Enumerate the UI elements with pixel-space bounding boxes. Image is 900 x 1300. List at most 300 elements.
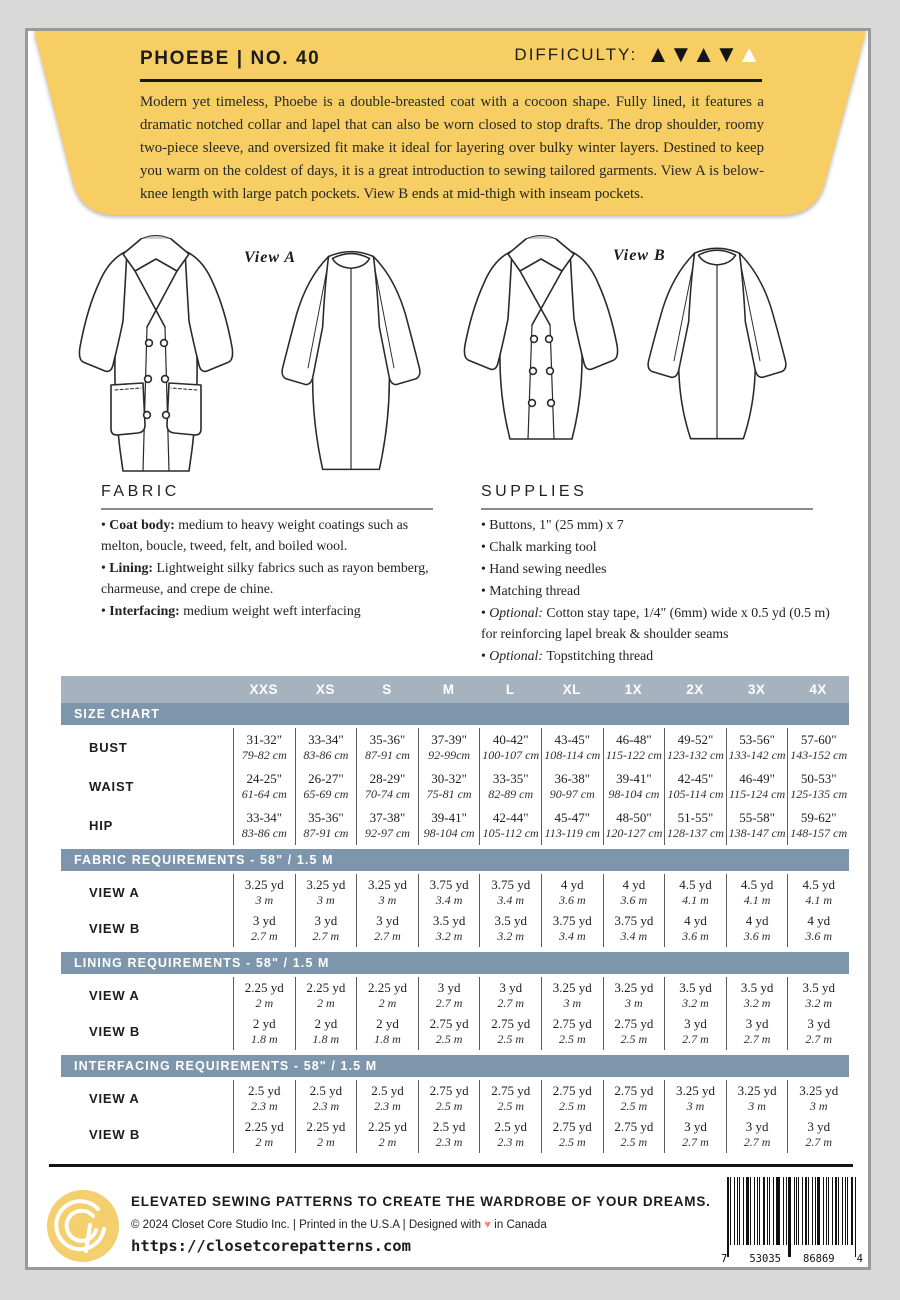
table-cell xyxy=(295,767,357,806)
cell-imperial-value: 48-50" xyxy=(616,809,652,825)
bullet-item: • Optional: Topstitching thread xyxy=(481,647,654,663)
cell-metric-value: 70-74 cm xyxy=(364,787,410,802)
cell-imperial-value: 2 yd xyxy=(376,1016,399,1031)
cell-imperial-value: 55-58" xyxy=(739,809,775,825)
barcode-bar xyxy=(802,1177,803,1245)
cell-imperial-value: 2.75 yd xyxy=(614,1083,654,1098)
cell-imperial-value: 3 yd xyxy=(252,913,276,928)
cell-metric-value: 87-91 cm xyxy=(303,826,349,841)
table-cell xyxy=(603,1013,665,1050)
view-a-back-drawing xyxy=(268,244,434,478)
cell-imperial-value: 51-55" xyxy=(677,809,714,825)
cell-metric-value: 3.6 m xyxy=(805,929,833,944)
barcode-bar xyxy=(794,1177,795,1245)
bullet-lead: Optional: xyxy=(489,604,547,620)
table-cell xyxy=(726,728,788,767)
table-cell xyxy=(603,977,665,1014)
cell-metric-value: 138-147 cm xyxy=(728,826,786,841)
table-row xyxy=(61,1013,849,1049)
cell-metric-value: 105-112 cm xyxy=(482,826,539,841)
cell-metric-value: 2.5 m xyxy=(497,1032,525,1047)
cell-metric-value: 2.3 m xyxy=(374,1099,401,1114)
cell-imperial-value: 4 yd xyxy=(622,877,646,892)
table-cell xyxy=(295,977,357,1014)
cell-imperial-value: 3.25 yd xyxy=(614,980,654,995)
barcode-bar xyxy=(730,1177,731,1245)
barcode-bar xyxy=(817,1177,820,1245)
cell-imperial-value: 4.5 yd xyxy=(802,877,835,892)
cell-metric-value: 79-82 cm xyxy=(241,748,287,763)
table-cell xyxy=(726,1116,788,1153)
barcode-bars xyxy=(727,1177,857,1245)
table-cell xyxy=(479,1116,541,1153)
table-cell xyxy=(726,910,788,947)
cell-metric-value: 61-64 cm xyxy=(241,787,287,802)
cell-metric-value: 2 m xyxy=(317,996,335,1011)
table-cell xyxy=(664,1013,726,1050)
cell-imperial-value: 33-34" xyxy=(246,809,283,825)
cell-metric-value: 82-89 cm xyxy=(488,787,534,802)
cell-metric-value: 90-97 cm xyxy=(549,787,595,802)
barcode-bar xyxy=(823,1177,824,1245)
copyright-text-country: in Canada xyxy=(494,1219,547,1231)
view-b-front-drawing xyxy=(456,229,626,447)
cell-metric-value: 2.7 m xyxy=(497,996,525,1011)
barcode-bar xyxy=(776,1177,777,1245)
barcode-bar xyxy=(737,1177,738,1245)
row-label: VIEW A xyxy=(89,1091,140,1107)
cell-metric-value: 3 m xyxy=(317,893,335,908)
size-columns-grid xyxy=(61,676,849,703)
barcode-bar xyxy=(851,1177,853,1245)
barcode-bar xyxy=(743,1177,744,1245)
barcode-bar xyxy=(727,1177,729,1257)
cell-imperial-value: 33-34" xyxy=(308,731,344,747)
table-cell xyxy=(787,767,849,806)
cell-metric-value: 2 m xyxy=(255,1135,274,1150)
size-columns-band xyxy=(61,676,849,703)
size-column-header: XS xyxy=(315,682,335,697)
cell-metric-value: 83-86 cm xyxy=(303,748,349,763)
bullet-item: • Chalk marking tool xyxy=(481,538,597,554)
cell-metric-value: 3.6 m xyxy=(682,929,709,944)
cell-imperial-value: 4 yd xyxy=(560,877,584,892)
table-cell xyxy=(356,1116,418,1153)
table-cell xyxy=(726,977,788,1014)
cell-imperial-value: 3 yd xyxy=(807,1119,831,1134)
table-cell xyxy=(479,1080,541,1117)
barcode-bar xyxy=(842,1177,843,1245)
cell-imperial-value: 2.75 yd xyxy=(552,1083,592,1098)
cell-imperial-value: 3 yd xyxy=(314,913,338,928)
bullet-item: • Optional: Cotton stay tape, 1/4" (6mm) wide x 0.5 yd (0.5 m) for reinforcing lapel break & shoulder seams xyxy=(481,604,830,641)
table-cell xyxy=(295,910,357,947)
barcode-bar xyxy=(750,1177,751,1245)
cell-metric-value: 2 m xyxy=(378,996,397,1011)
table-cell xyxy=(356,977,418,1014)
cell-metric-value: 83-86 cm xyxy=(241,826,287,841)
cell-metric-value: 108-114 cm xyxy=(544,748,601,763)
supplies-heading: SUPPLIES xyxy=(481,483,588,500)
cell-metric-value: 2.5 m xyxy=(435,1099,463,1114)
cell-metric-value: 3.4 m xyxy=(558,929,586,944)
cell-metric-value: 2.7 m xyxy=(682,1135,709,1150)
cell-imperial-value: 24-25" xyxy=(246,770,283,786)
cell-imperial-value: 30-32" xyxy=(431,770,467,786)
cell-metric-value: 105-114 cm xyxy=(667,787,724,802)
table-cell xyxy=(787,977,849,1014)
size-column-header: 2X xyxy=(686,682,704,697)
table-cell xyxy=(603,1080,665,1117)
cell-metric-value: 115-124 cm xyxy=(729,787,786,802)
cell-metric-value: 3.4 m xyxy=(497,893,525,908)
barcode-bar xyxy=(838,1177,839,1245)
barcode-bar xyxy=(759,1177,760,1245)
cell-metric-value: 2.7 m xyxy=(250,929,278,944)
cell-imperial-value: 53-56" xyxy=(739,731,775,747)
cell-imperial-value: 4 yd xyxy=(807,913,831,928)
difficulty-triangle-up: ▲ xyxy=(646,41,670,68)
cell-imperial-value: 2.75 yd xyxy=(491,1083,531,1098)
cell-metric-value: 4.1 m xyxy=(682,893,709,908)
cell-imperial-value: 2.25 yd xyxy=(244,980,284,995)
table-cell xyxy=(603,728,665,767)
cell-metric-value: 115-122 cm xyxy=(605,748,662,763)
cell-metric-value: 2.5 m xyxy=(435,1032,463,1047)
difficulty-triangle-up: ▲ xyxy=(691,41,716,68)
cell-imperial-value: 4 yd xyxy=(684,913,707,928)
closet-core-logo-icon xyxy=(46,1189,120,1263)
cell-imperial-value: 2.5 yd xyxy=(309,1083,343,1098)
size-chart-band: SIZE CHART xyxy=(61,703,849,725)
row-label: VIEW B xyxy=(89,1024,141,1040)
barcode-bar xyxy=(767,1177,768,1245)
bullet-lead: Optional: xyxy=(489,647,547,663)
cell-metric-value: 3.2 m xyxy=(805,996,833,1011)
table-cell xyxy=(603,1116,665,1153)
interfacing-requirements-table xyxy=(61,1080,849,1152)
cell-metric-value: 2.7 m xyxy=(435,996,463,1011)
row-label: WAIST xyxy=(89,779,135,794)
cell-metric-value: 2.3 m xyxy=(312,1099,340,1114)
cell-imperial-value: 59-62" xyxy=(800,809,837,825)
table-cell xyxy=(664,728,726,767)
table-cell xyxy=(233,767,295,806)
fabric-heading: FABRIC xyxy=(101,483,180,500)
cell-metric-value: 2.5 m xyxy=(620,1099,648,1114)
view-a-label: View A xyxy=(244,249,297,266)
barcode-bar xyxy=(763,1177,765,1245)
cell-imperial-value: 46-49" xyxy=(739,770,775,786)
cell-imperial-value: 2 yd xyxy=(252,1016,276,1031)
barcode-bar xyxy=(777,1177,779,1245)
barcode-bar xyxy=(847,1177,848,1245)
cell-metric-value: 3.6 m xyxy=(558,893,586,908)
barcode-bar xyxy=(826,1177,827,1245)
cell-imperial-value: 3 yd xyxy=(499,980,523,995)
barcode-bar xyxy=(855,1177,856,1257)
difficulty-rating xyxy=(478,43,761,67)
row-label: VIEW B xyxy=(89,1127,141,1143)
cell-imperial-value: 3.25 yd xyxy=(367,877,407,892)
cell-metric-value: 3.2 m xyxy=(435,929,463,944)
cell-imperial-value: 2.25 yd xyxy=(306,1119,346,1134)
cell-metric-value: 148-157 cm xyxy=(790,826,848,841)
cell-imperial-value: 42-44" xyxy=(492,809,529,825)
cell-imperial-value: 2.75 yd xyxy=(552,1016,592,1031)
bullet-item: • Coat body: medium to heavy weight coatings such as melton, boucle, tweed, felt, and boiled wool. xyxy=(101,517,409,553)
barcode-bar xyxy=(788,1177,791,1257)
table-row xyxy=(61,1080,849,1116)
cell-metric-value: 123-132 cm xyxy=(666,748,724,763)
cell-imperial-value: 2.75 yd xyxy=(429,1016,469,1031)
size-column-header: XXS xyxy=(249,682,279,697)
cell-metric-value: 3.4 m xyxy=(620,929,648,944)
cell-metric-value: 1.8 m xyxy=(312,1032,340,1047)
cell-metric-value: 2.5 m xyxy=(497,1099,525,1114)
cell-metric-value: 3.4 m xyxy=(435,893,463,908)
cell-metric-value: 2 m xyxy=(317,1135,335,1150)
table-cell xyxy=(418,874,480,911)
cell-metric-value: 2 m xyxy=(255,996,274,1011)
table-cell xyxy=(356,728,418,767)
cell-imperial-value: 3 yd xyxy=(807,1016,831,1031)
cell-metric-value: 125-135 cm xyxy=(790,787,848,802)
pattern-title: PHOEBE | NO. 40 xyxy=(140,48,321,69)
size-column-header: 3X xyxy=(747,682,766,697)
cell-metric-value: 120-127 cm xyxy=(605,826,663,841)
cell-imperial-value: 3.5 yd xyxy=(679,980,712,995)
cell-imperial-value: 3.75 yd xyxy=(614,913,654,928)
barcode xyxy=(719,1173,865,1267)
cell-imperial-value: 2.25 yd xyxy=(306,980,346,995)
cell-metric-value: 2.3 m xyxy=(250,1099,278,1114)
table-cell xyxy=(603,910,665,947)
cell-metric-value: 3.2 m xyxy=(497,929,525,944)
cell-imperial-value: 28-29" xyxy=(369,770,406,786)
cell-metric-value: 3 m xyxy=(563,996,582,1011)
table-cell xyxy=(479,874,541,911)
barcode-bar xyxy=(812,1177,813,1245)
cell-metric-value: 2.7 m xyxy=(682,1032,709,1047)
barcode-bar xyxy=(754,1177,755,1245)
barcode-bar xyxy=(757,1177,758,1245)
footer-tagline: ELEVATED SEWING PATTERNS TO CREATE THE WARDROBE OF YOUR DREAMS. xyxy=(131,1194,711,1209)
fabric-list xyxy=(101,515,451,623)
table-cell xyxy=(603,767,665,806)
size-chart-table xyxy=(61,728,849,845)
table-cell xyxy=(418,728,480,767)
bullet-item: • Lining: Lightweight silky fabrics such as rayon bemberg, charmeuse, and crepe de chine. xyxy=(101,559,429,596)
cell-imperial-value: 3.75 yd xyxy=(429,877,469,892)
cell-imperial-value: 4 yd xyxy=(745,913,769,928)
cell-imperial-value: 3.25 yd xyxy=(552,980,592,995)
size-grid-spacer xyxy=(61,676,233,703)
cell-imperial-value: 3.5 yd xyxy=(802,980,835,995)
cell-imperial-value: 3.25 yd xyxy=(244,877,284,892)
fabric-heading-rule xyxy=(101,508,433,510)
envelope-page xyxy=(25,28,871,1270)
table-cell xyxy=(479,806,541,845)
difficulty-triangle-icons xyxy=(647,43,761,67)
copyright-text: © 2024 Closet Core Studio Inc. | Printed in the U.S.A | Designed with xyxy=(131,1219,482,1231)
table-row xyxy=(61,806,849,845)
barcode-digit-group: 86869 xyxy=(803,1253,835,1265)
bullet-item: • Hand sewing needles xyxy=(481,560,607,576)
table-cell xyxy=(418,1116,480,1153)
cell-imperial-value: 2.5 yd xyxy=(494,1119,527,1134)
table-row xyxy=(61,1116,849,1152)
cell-metric-value: 3 m xyxy=(255,893,274,908)
cell-metric-value: 3 m xyxy=(809,1099,828,1114)
cell-imperial-value: 43-45" xyxy=(554,731,591,747)
barcode-digit-group: 4 xyxy=(856,1253,863,1265)
table-cell xyxy=(295,1116,357,1153)
table-cell xyxy=(787,1080,849,1117)
cell-metric-value: 2.5 m xyxy=(558,1032,586,1047)
cell-imperial-value: 46-48" xyxy=(616,731,652,747)
table-cell xyxy=(233,1116,295,1153)
supplies-list xyxy=(481,515,843,668)
table-cell xyxy=(356,767,418,806)
barcode-bar xyxy=(805,1177,807,1245)
cell-imperial-value: 26-27" xyxy=(308,770,344,786)
row-label: HIP xyxy=(89,818,114,833)
table-cell xyxy=(664,874,726,911)
cell-metric-value: 75-81 cm xyxy=(426,787,472,802)
cell-imperial-value: 2.5 yd xyxy=(248,1083,281,1098)
barcode-bar xyxy=(835,1177,837,1245)
fabric-requirements-table xyxy=(61,874,849,946)
table-cell xyxy=(541,1080,603,1117)
supplies-heading-rule xyxy=(481,508,813,510)
barcode-bar xyxy=(769,1177,770,1245)
table-cell xyxy=(295,728,357,767)
table-cell xyxy=(479,910,541,947)
table-cell xyxy=(418,767,480,806)
cell-metric-value: 2.7 m xyxy=(805,1032,833,1047)
size-column-header: 4X xyxy=(809,682,827,697)
cell-metric-value: 133-142 cm xyxy=(728,748,786,763)
barcode-bar xyxy=(786,1177,787,1245)
cell-imperial-value: 35-36" xyxy=(369,731,406,747)
interfacing-requirements-band: INTERFACING REQUIREMENTS - 58" / 1.5 M xyxy=(61,1055,849,1077)
row-label: VIEW A xyxy=(89,885,140,901)
cell-metric-value: 98-104 cm xyxy=(423,826,475,841)
table-cell xyxy=(479,1013,541,1050)
barcode-bar xyxy=(832,1177,833,1245)
row-label: BUST xyxy=(89,740,128,755)
barcode-digit-group: 53035 xyxy=(749,1253,781,1265)
table-row xyxy=(61,874,849,910)
cell-metric-value: 4.1 m xyxy=(805,893,833,908)
table-cell xyxy=(479,767,541,806)
row-label: VIEW A xyxy=(89,988,140,1004)
table-cell xyxy=(418,910,480,947)
cell-metric-value: 2.7 m xyxy=(743,1135,771,1150)
table-row xyxy=(61,910,849,946)
table-cell xyxy=(233,910,295,947)
bullet-item: • Buttons, 1" (25 mm) x 7 xyxy=(481,517,624,532)
table-cell xyxy=(541,806,603,845)
cell-metric-value: 2.3 m xyxy=(435,1135,463,1150)
difficulty-triangle-up: ▲ xyxy=(737,41,761,68)
table-cell xyxy=(664,767,726,806)
barcode-bar xyxy=(845,1177,846,1245)
table-cell xyxy=(541,728,603,767)
table-cell xyxy=(295,1080,357,1117)
cell-metric-value: 3.6 m xyxy=(743,929,771,944)
barcode-bar xyxy=(828,1177,829,1245)
cell-imperial-value: 4.5 yd xyxy=(679,877,712,892)
barcode-bar xyxy=(734,1177,735,1245)
barcode-bar xyxy=(798,1177,799,1245)
cell-imperial-value: 3 yd xyxy=(745,1119,769,1134)
cell-imperial-value: 42-45" xyxy=(677,770,714,786)
table-cell xyxy=(356,806,418,845)
barcode-bar xyxy=(796,1177,797,1245)
table-cell xyxy=(356,1080,418,1117)
table-cell xyxy=(479,728,541,767)
cell-metric-value: 92-99cm xyxy=(428,748,471,763)
cell-metric-value: 2.7 m xyxy=(312,929,340,944)
cell-imperial-value: 57-60" xyxy=(800,731,837,747)
cell-metric-value: 92-97 cm xyxy=(364,826,410,841)
table-cell xyxy=(726,767,788,806)
table-cell xyxy=(603,874,665,911)
table-cell xyxy=(726,1080,788,1117)
cell-imperial-value: 3 yd xyxy=(376,913,399,928)
table-cell xyxy=(541,874,603,911)
difficulty-label: DIFFICULTY: xyxy=(514,45,638,64)
cell-metric-value: 3 m xyxy=(748,1099,766,1114)
table-cell xyxy=(233,806,295,845)
table-cell xyxy=(603,806,665,845)
view-b-label: View B xyxy=(613,247,666,264)
cell-imperial-value: 2.5 yd xyxy=(432,1119,466,1134)
row-label: VIEW B xyxy=(89,921,141,937)
cell-metric-value: 65-69 cm xyxy=(303,787,349,802)
cell-imperial-value: 2.75 yd xyxy=(491,1016,531,1031)
cell-imperial-value: 3.5 yd xyxy=(432,913,466,928)
barcode-bar xyxy=(746,1177,749,1245)
table-cell xyxy=(233,728,295,767)
table-cell xyxy=(787,1116,849,1153)
cell-metric-value: 2.5 m xyxy=(558,1135,586,1150)
table-cell xyxy=(726,1013,788,1050)
cell-metric-value: 2.5 m xyxy=(558,1099,586,1114)
table-cell xyxy=(295,1013,357,1050)
table-cell xyxy=(541,1116,603,1153)
cell-metric-value: 2.7 m xyxy=(743,1032,771,1047)
view-b-back-drawing xyxy=(634,241,800,447)
cell-metric-value: 100-107 cm xyxy=(482,748,540,763)
heart-icon: ♥ xyxy=(484,1219,492,1231)
barcode-digits xyxy=(719,1253,865,1265)
bullet-item: • Interfacing: medium weight weft interfacing xyxy=(101,602,361,618)
cell-metric-value: 2.3 m xyxy=(497,1135,525,1150)
table-cell xyxy=(664,910,726,947)
cell-imperial-value: 2.75 yd xyxy=(552,1119,592,1134)
table-cell xyxy=(356,1013,418,1050)
table-cell xyxy=(541,977,603,1014)
barcode-digit-group: 7 xyxy=(721,1253,728,1265)
lining-requirements-band: LINING REQUIREMENTS - 58" / 1.5 M xyxy=(61,952,849,974)
cell-imperial-value: 39-41" xyxy=(616,770,652,786)
table-cell xyxy=(726,806,788,845)
cell-imperial-value: 33-35" xyxy=(492,770,529,786)
table-cell xyxy=(664,977,726,1014)
